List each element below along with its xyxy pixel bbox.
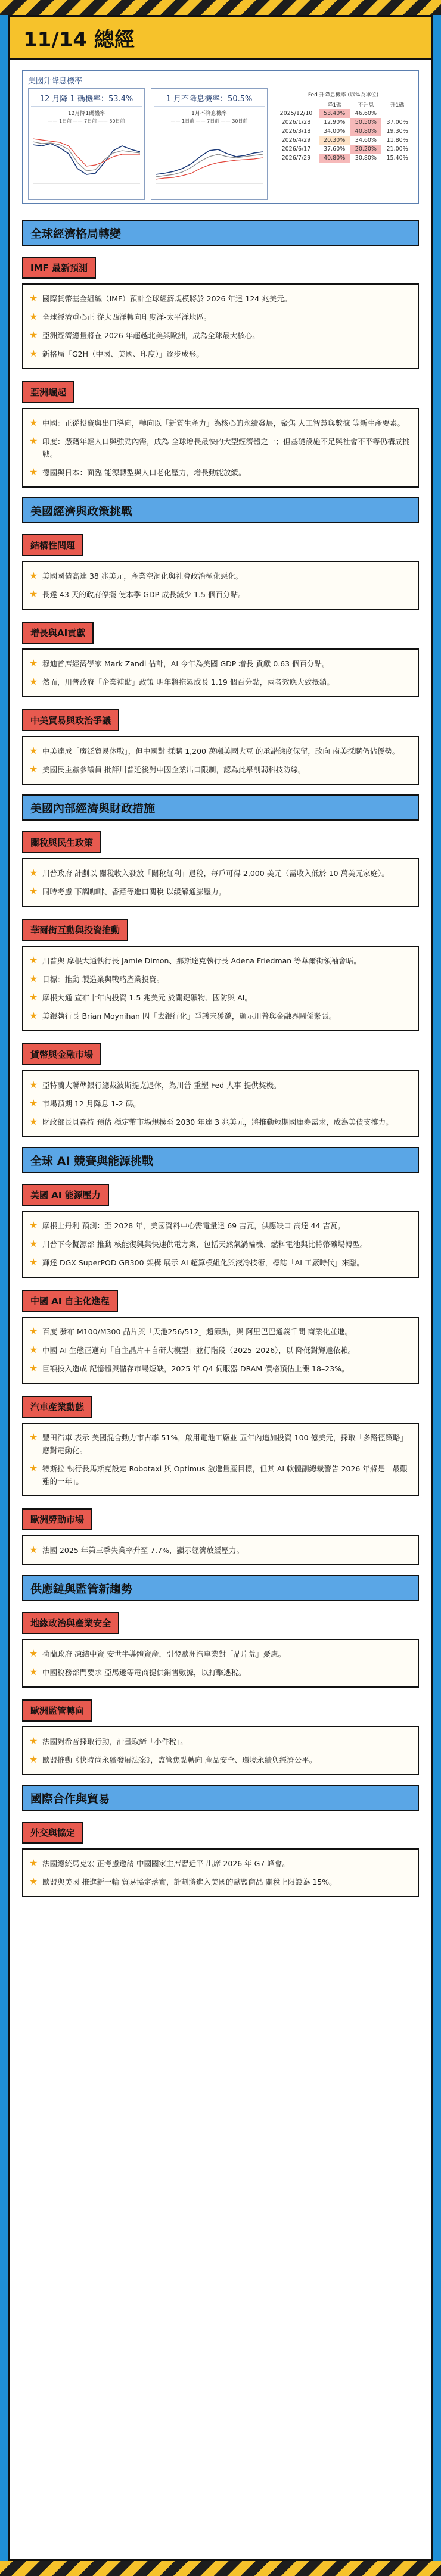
list-item-text: 輝達 DGX SuperPOD GB300 架構 展示 AI 超算模組化與液冷技術，標誌「AI 工廠時代」來臨。 [42,1258,364,1267]
list-item [29,1217,411,1235]
bullet-box [22,408,419,488]
list-item [29,1094,411,1113]
probability-table [274,88,413,205]
bullet-box [22,1848,419,1897]
table-cell: 2026/3/18 [281,128,311,135]
table-cell: 40.80% [319,154,350,163]
list-item-text: 中國稅務部門要求 亞馬遜等電商提供銷售數據，以打擊逃稅。 [42,1668,246,1677]
section-heading: 全球經濟格局轉變 [22,220,419,246]
page-title: 11/14 總經 [23,28,135,52]
list-item [29,1341,411,1359]
table-cell: 12.90% [324,119,346,126]
list-item-text: 同時考慮 下調咖啡、香蕉等進口關稅 以緩解通膨壓力。 [42,887,226,896]
list-item-text: 川普下令擬源部 推動 核能復興與快速供電方案，包括天然氣渦輪機、燃料電池與比特幣礦場轉型。 [42,1240,368,1249]
subsection-heading: 貨幣與金融市場 [22,1043,101,1065]
star-icon: ★ [29,1362,38,1374]
list-item [29,760,411,779]
subsection-heading: 華爾街互動與投資推動 [22,919,128,941]
list-item-text: 印度：憑藉年輕人口與強勁內需，成為 全球增長最快的大型經濟體之一；但基礎設施不足與社會不平等仍構成挑戰。 [42,437,410,459]
star-icon: ★ [29,1010,38,1021]
probability-card-january [151,88,268,200]
list-item [29,952,411,970]
list-item [29,673,411,691]
bullet-box [22,736,419,785]
table-header: 升1碼 [390,102,405,108]
table-cell: 46.60% [355,110,377,117]
list-item [29,1854,411,1873]
table-row [274,154,413,163]
section-heading: 供應鏈與監管新趨勢 [22,1575,419,1601]
table-cell: 50.50% [350,118,382,127]
table-row [274,127,413,136]
list-item [29,1459,411,1490]
list-item [29,1076,411,1094]
list-item [29,654,411,673]
table-row [274,118,413,127]
bullet-box [22,561,419,610]
list-item-text: 豐田汽車 表示 美國混合動力市占率 51%，啟用電池工廠並 五年內追加投資 100 億美元，採取「多路徑策略」應對電動化。 [42,1433,408,1455]
table-row [274,145,413,154]
card2-title: 1 月不降息機率：50.5% [154,91,265,107]
list-item-text: 摩根士丹利 預測：至 2028 年，美國資料中心需電量達 69 吉瓦，供應缺口 高達 44 吉瓦。 [42,1221,345,1230]
section-heading: 全球 AI 競賽與能源挑戰 [22,1147,419,1173]
list-item-text: 中國：正從投資與出口導向，轉向以「新質生產力」為核心的永續發展，聚焦 人工智慧與數據 等新生產要素。 [42,419,405,428]
list-item [29,414,411,432]
list-item-text: 美銀執行長 Brian Moynihan 因「去銀行化」爭議未獲邀，顯示川普與金融界關係緊張。 [42,1012,336,1021]
star-icon: ★ [29,973,38,984]
section-heading: 國際合作與貿易 [22,1785,419,1811]
subsection-heading: 增長與AI貢獻 [22,622,94,644]
card2-sparkline [156,127,263,186]
section-heading: 美國內部經濟與財政措施 [22,794,419,821]
table-cell: 11.80% [386,137,408,144]
list-item-text: 百度 發布 M100/M300 晶片與「天池256/512」超節點，與 阿里巴巴通義千問 商業化並進。 [42,1327,353,1336]
table-header: 降1碼 [327,102,342,108]
list-item-text: 特斯拉 執行長馬斯克設定 Robotaxi 與 Optimus 激進量產目標，但其 AI 軟體副總裁警告 2026 年將是「最艱難的一年」。 [42,1464,408,1486]
star-icon: ★ [29,763,38,775]
list-item [29,567,411,585]
list-item [29,1732,411,1751]
bullet-box [22,946,419,1031]
list-item-text: 亞特蘭大聯準銀行總裁波斯提克退休，為川普 重塑 Fed 人事 提供契機。 [42,1081,281,1090]
bullet-box [22,1535,419,1565]
list-item [29,289,411,308]
bullet-box [22,283,419,369]
list-item-text: 歐盟與美國 推進新一輪 貿易協定落實，計劃將進入美國的歐盟商品 關稅上限設為 15%。 [42,1878,337,1886]
star-icon: ★ [29,1116,38,1127]
list-item-text: 川普政府 計劃以 關稅收入發放「關稅紅利」退稅，每戶可得 2,000 美元（需收入低於 10 萬美元家庭）。 [42,869,389,878]
star-icon: ★ [29,1220,38,1231]
table-cell: 40.80% [350,127,382,136]
table-cell: 37.60% [324,146,346,152]
subsection-heading: 地緣政治與產業安全 [22,1612,119,1634]
star-icon: ★ [29,676,38,687]
star-icon: ★ [29,885,38,897]
list-item-text: 國際貨幣基金組織（IMF）預計全球經濟規模將於 2026 年達 124 兆美元。 [42,294,292,303]
section-heading: 美國經濟與政策挑戰 [22,497,419,523]
list-item-text: 美國國債高達 38 兆美元，產業空洞化與社會政治極化惡化。 [42,572,243,581]
list-item-text: 美國民主黨參議員 批評川普延後對中國企業出口限制，認為此舉削弱科技防線。 [42,765,306,774]
star-icon: ★ [29,991,38,1003]
bullet-box [22,858,419,907]
list-item [29,1253,411,1272]
star-icon: ★ [29,1735,38,1747]
list-item [29,1007,411,1025]
list-item-text: 中國 AI 生態正邁向「自主晶片＋自研大模型」並行階段（2025–2026），以 降低對輝達依賴。 [42,1346,356,1355]
star-icon: ★ [29,955,38,966]
list-item-text: 法國 2025 年第三季失業率升至 7.7%，顯示經濟放緩壓力。 [42,1546,244,1555]
list-item [29,742,411,760]
subsection-heading: 中國 AI 自主化進程 [22,1290,118,1312]
list-item-text: 全球經濟重心正 從大西洋轉向印度洋-太平洋地區。 [42,313,212,322]
star-icon: ★ [29,1238,38,1249]
probability-label: 美國升降息機率 [28,77,83,86]
bullet-box [22,648,419,697]
subsection-heading: 外交與協定 [22,1822,83,1844]
probability-table-caption: Fed 升降息機率 (以%為單位) [308,92,379,98]
list-item [29,864,411,882]
card1-title: 12 月降 1 碼機率：53.4% [31,91,142,107]
list-item [29,1359,411,1378]
list-item-text: 中美達成「廣泛貿易休戰」，但中國對 採購 1,200 萬噸美國大豆 的承諾態度保留，改向 南美採購仍佔優勢。 [42,747,400,756]
list-item [29,463,411,482]
card1-sparkline [33,127,140,186]
star-icon: ★ [29,570,38,581]
list-item-text: 德國與日本：面臨 能源轉型與人口老化壓力，增長動能放緩。 [42,468,246,477]
table-header: 不升息 [358,102,374,108]
table-header [274,100,319,109]
card2-legend: —— 1日前 —— 7日前 —— 30日前 [170,118,248,124]
subsection-heading: 歐洲勞動市場 [22,1508,92,1530]
card1-subtitle: 12月降1碼機率 [67,111,105,117]
table-cell [381,109,413,118]
table-cell: 37.00% [386,119,408,126]
list-item-text: 新格局「G2H（中國、美國、印度）」逐步成形。 [42,350,204,358]
star-icon: ★ [29,435,38,447]
sections-container [22,220,419,1897]
list-item [29,970,411,988]
table-cell: 2026/6/17 [281,146,311,152]
content [10,60,431,1919]
subsection-heading: IMF 最新預測 [22,257,96,279]
star-icon: ★ [29,1344,38,1355]
star-icon: ★ [29,329,38,341]
bullet-box [22,1211,419,1278]
table-cell: 30.80% [355,155,377,161]
list-item-text: 法國對希音採取行動，計畫取締「小件稅」。 [42,1737,188,1746]
subsection-heading: 美國 AI 能源壓力 [22,1184,109,1206]
table-cell: 2026/7/29 [281,155,311,161]
star-icon: ★ [29,867,38,878]
list-item-text: 巨額投入造成 記憶體與儲存市場短缺，2025 年 Q4 伺服器 DRAM 價格預估上漲 18–23%。 [42,1364,349,1373]
star-icon: ★ [29,1462,38,1474]
list-item [29,1541,411,1560]
list-item [29,432,411,463]
list-item-text: 摩根大通 宣布十年內投資 1.5 兆美元 於關鍵礦物、國防與 AI。 [42,993,252,1002]
star-icon: ★ [29,1256,38,1268]
list-item-text: 法國總統馬克宏 正考慮邀請 中國國家主席習近平 出席 2026 年 G7 峰會。 [42,1859,290,1868]
list-item [29,882,411,901]
subsection-heading: 中美貿易與政治爭議 [22,709,119,731]
list-item [29,988,411,1007]
table-cell: 53.40% [319,109,350,118]
bullet-box [22,1639,419,1688]
star-icon: ★ [29,1326,38,1337]
list-item-text: 穆迪首席經濟學家 Mark Zandi 估計，AI 今年為美國 GDP 增長 貢獻 0.63 個百分點。 [42,659,330,668]
list-item-text: 市場預期 12 月降息 1-2 碼。 [42,1099,141,1108]
subsection-heading: 關稅與民生政策 [22,831,101,853]
table-row [274,136,413,145]
list-item [29,585,411,604]
star-icon: ★ [29,1666,38,1677]
subsection-heading: 歐洲監管轉向 [22,1699,92,1722]
list-item-text: 歐盟推動《快時尚永續發展法案》，監管焦點轉向 產品安全、環境永續與經濟公平。 [42,1755,317,1764]
card2-subtitle: 1月不降息機率 [191,111,227,117]
star-icon: ★ [29,1857,38,1869]
table-cell: 19.30% [386,128,408,135]
star-icon: ★ [29,1544,38,1555]
star-icon: ★ [29,745,38,756]
table-cell: 34.60% [355,137,377,144]
star-icon: ★ [29,348,38,359]
subsection-heading: 結構性問題 [22,534,83,556]
rate-probability-panel [22,70,419,204]
bullet-box [22,1423,419,1496]
newsletter-sheet [8,15,433,2561]
table-cell: 20.30% [319,136,350,145]
list-item [29,1235,411,1253]
star-icon: ★ [29,1754,38,1765]
list-item [29,1645,411,1663]
star-icon: ★ [29,1079,38,1090]
list-item-text: 然而，川普政府「企業補貼」政策 明年將拖累成長 1.19 個百分點，兩者效應大致抵銷。 [42,678,334,687]
star-icon: ★ [29,311,38,322]
bullet-box [22,1317,419,1384]
table-cell: 15.40% [386,155,408,161]
star-icon: ★ [29,657,38,669]
table-cell: 2026/1/28 [281,119,311,126]
list-item [29,1429,411,1459]
star-icon: ★ [29,1432,38,1443]
list-item [29,1873,411,1891]
bullet-box [22,1070,419,1137]
probability-card-december [28,88,145,200]
list-item [29,1113,411,1131]
list-item [29,345,411,363]
table-row [274,109,413,118]
table-cell: 2026/4/29 [281,137,311,144]
star-icon: ★ [29,1648,38,1659]
subsection-heading: 汽車產業動態 [22,1396,92,1418]
star-icon: ★ [29,466,38,478]
list-item-text: 川普與 摩根大通執行長 Jamie Dimon、那斯達克執行長 Adena Friedman 等華爾街領袖會晤。 [42,956,361,965]
card1-legend: —— 1日前 —— 7日前 —— 30日前 [48,118,125,124]
list-item [29,326,411,345]
list-item-text: 荷蘭政府 凍結中資 安世半導體資產，引發歐洲汽車業對「晶片荒」憂慮。 [42,1649,285,1658]
star-icon: ★ [29,588,38,600]
table-cell: 34.00% [324,128,346,135]
table-cell: 2025/12/10 [279,110,313,117]
hazard-stripe-top [0,0,441,15]
list-item-text: 財政部長貝森特 預估 穩定幣市場規模至 2030 年達 3 兆美元，將推動短期國庫券需求，成為美債支撐力。 [42,1118,393,1127]
table-cell: 21.00% [386,146,408,152]
bullet-box [22,1726,419,1775]
list-item-text: 長達 43 天的政府停擺 使本季 GDP 成長減少 1.5 個百分點。 [42,590,246,599]
star-icon: ★ [29,1097,38,1109]
list-item [29,308,411,326]
list-item [29,1323,411,1341]
list-item-text: 目標：推動 製造業與戰略產業投資。 [42,975,164,984]
table-cell: 20.20% [350,145,382,154]
hazard-stripe-bottom [0,2561,441,2576]
title-bar [10,17,431,60]
star-icon: ★ [29,417,38,428]
star-icon: ★ [29,1876,38,1887]
list-item [29,1751,411,1769]
list-item [29,1663,411,1682]
star-icon: ★ [29,292,38,304]
list-item-text: 亞洲經濟總量將在 2026 年超越北美與歐洲，成為全球最大核心。 [42,331,260,340]
subsection-heading: 亞洲崛起 [22,381,74,403]
